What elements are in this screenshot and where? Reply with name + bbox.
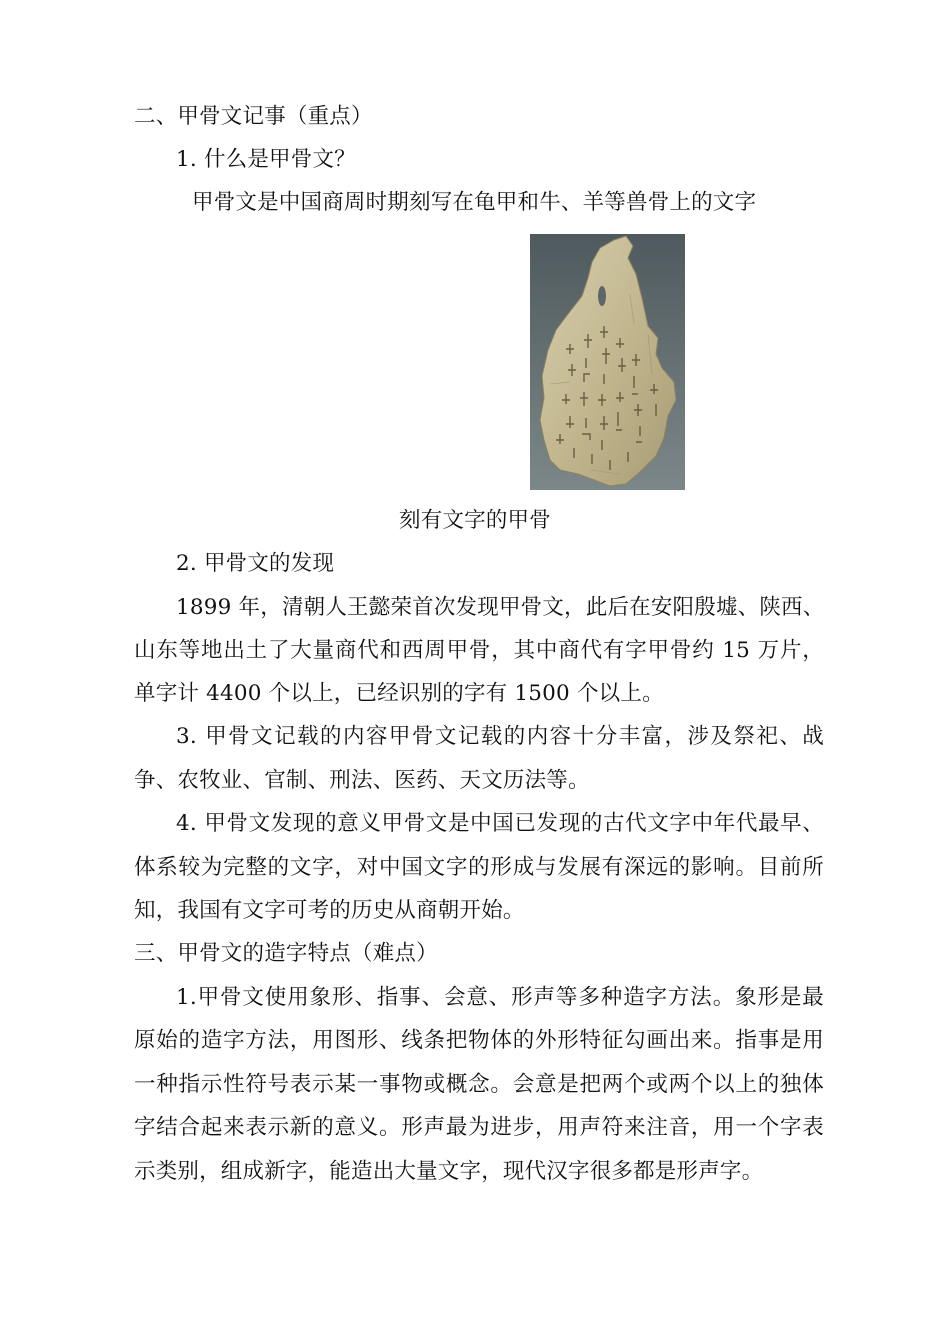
oracle-bone-image [530,234,685,490]
section-2-heading: 二、甲骨文记事（重点） [134,104,373,129]
q4-line-1: 4. 甲骨文发现的意义甲骨文是中国已发现的古代文字中年代最早、 [176,811,824,836]
q2-line-3: 单字计 4400 个以上，已经识别的字有 1500 个以上。 [134,681,664,706]
s3-p1-line-2: 原始的造字方法，用图形、线条把物体的外形特征勾画出来。指事是用 [134,1028,824,1053]
q2-line-2: 山东等地出土了大量商代和西周甲骨，其中商代有字甲骨约 15 万片， [134,638,824,663]
q4-line-2: 体系较为完整的文字，对中国文字的形成与发展有深远的影响。目前所 [134,855,824,880]
section-3-heading: 三、甲骨文的造字特点（难点） [134,941,438,966]
s3-p1-line-5: 示类别，组成新字，能造出大量文字，现代汉字很多都是形声字。 [134,1159,764,1184]
q1-answer: 甲骨文是中国商周时期刻写在龟甲和牛、羊等兽骨上的文字 [192,190,757,215]
q3-line-1: 3. 甲骨文记载的内容甲骨文记载的内容十分丰富，涉及祭祀、战 [176,724,824,749]
q4-line-3: 知，我国有文字可考的历史从商朝开始。 [134,898,525,923]
q2-line-1: 1899 年，清朝人王懿荣首次发现甲骨文，此后在安阳殷墟、陕西、 [176,595,825,620]
q2-title: 2. 甲骨文的发现 [176,551,335,576]
q3-line-2: 争、农牧业、官制、刑法、医药、天文历法等。 [134,768,590,793]
s3-p1-line-3: 一种指示性符号表示某一事物或概念。会意是把两个或两个以上的独体 [134,1072,824,1097]
s3-p1-line-4: 字结合起来表示新的意义。形声最为进步，用声符来注音，用一个字表 [134,1115,824,1140]
s3-p1-line-1: 1.甲骨文使用象形、指事、会意、形声等多种造字方法。象形是最 [176,985,824,1010]
q1-title: 1. 什么是甲骨文？ [176,147,356,172]
figure-caption: 刻有文字的甲骨 [399,508,551,533]
